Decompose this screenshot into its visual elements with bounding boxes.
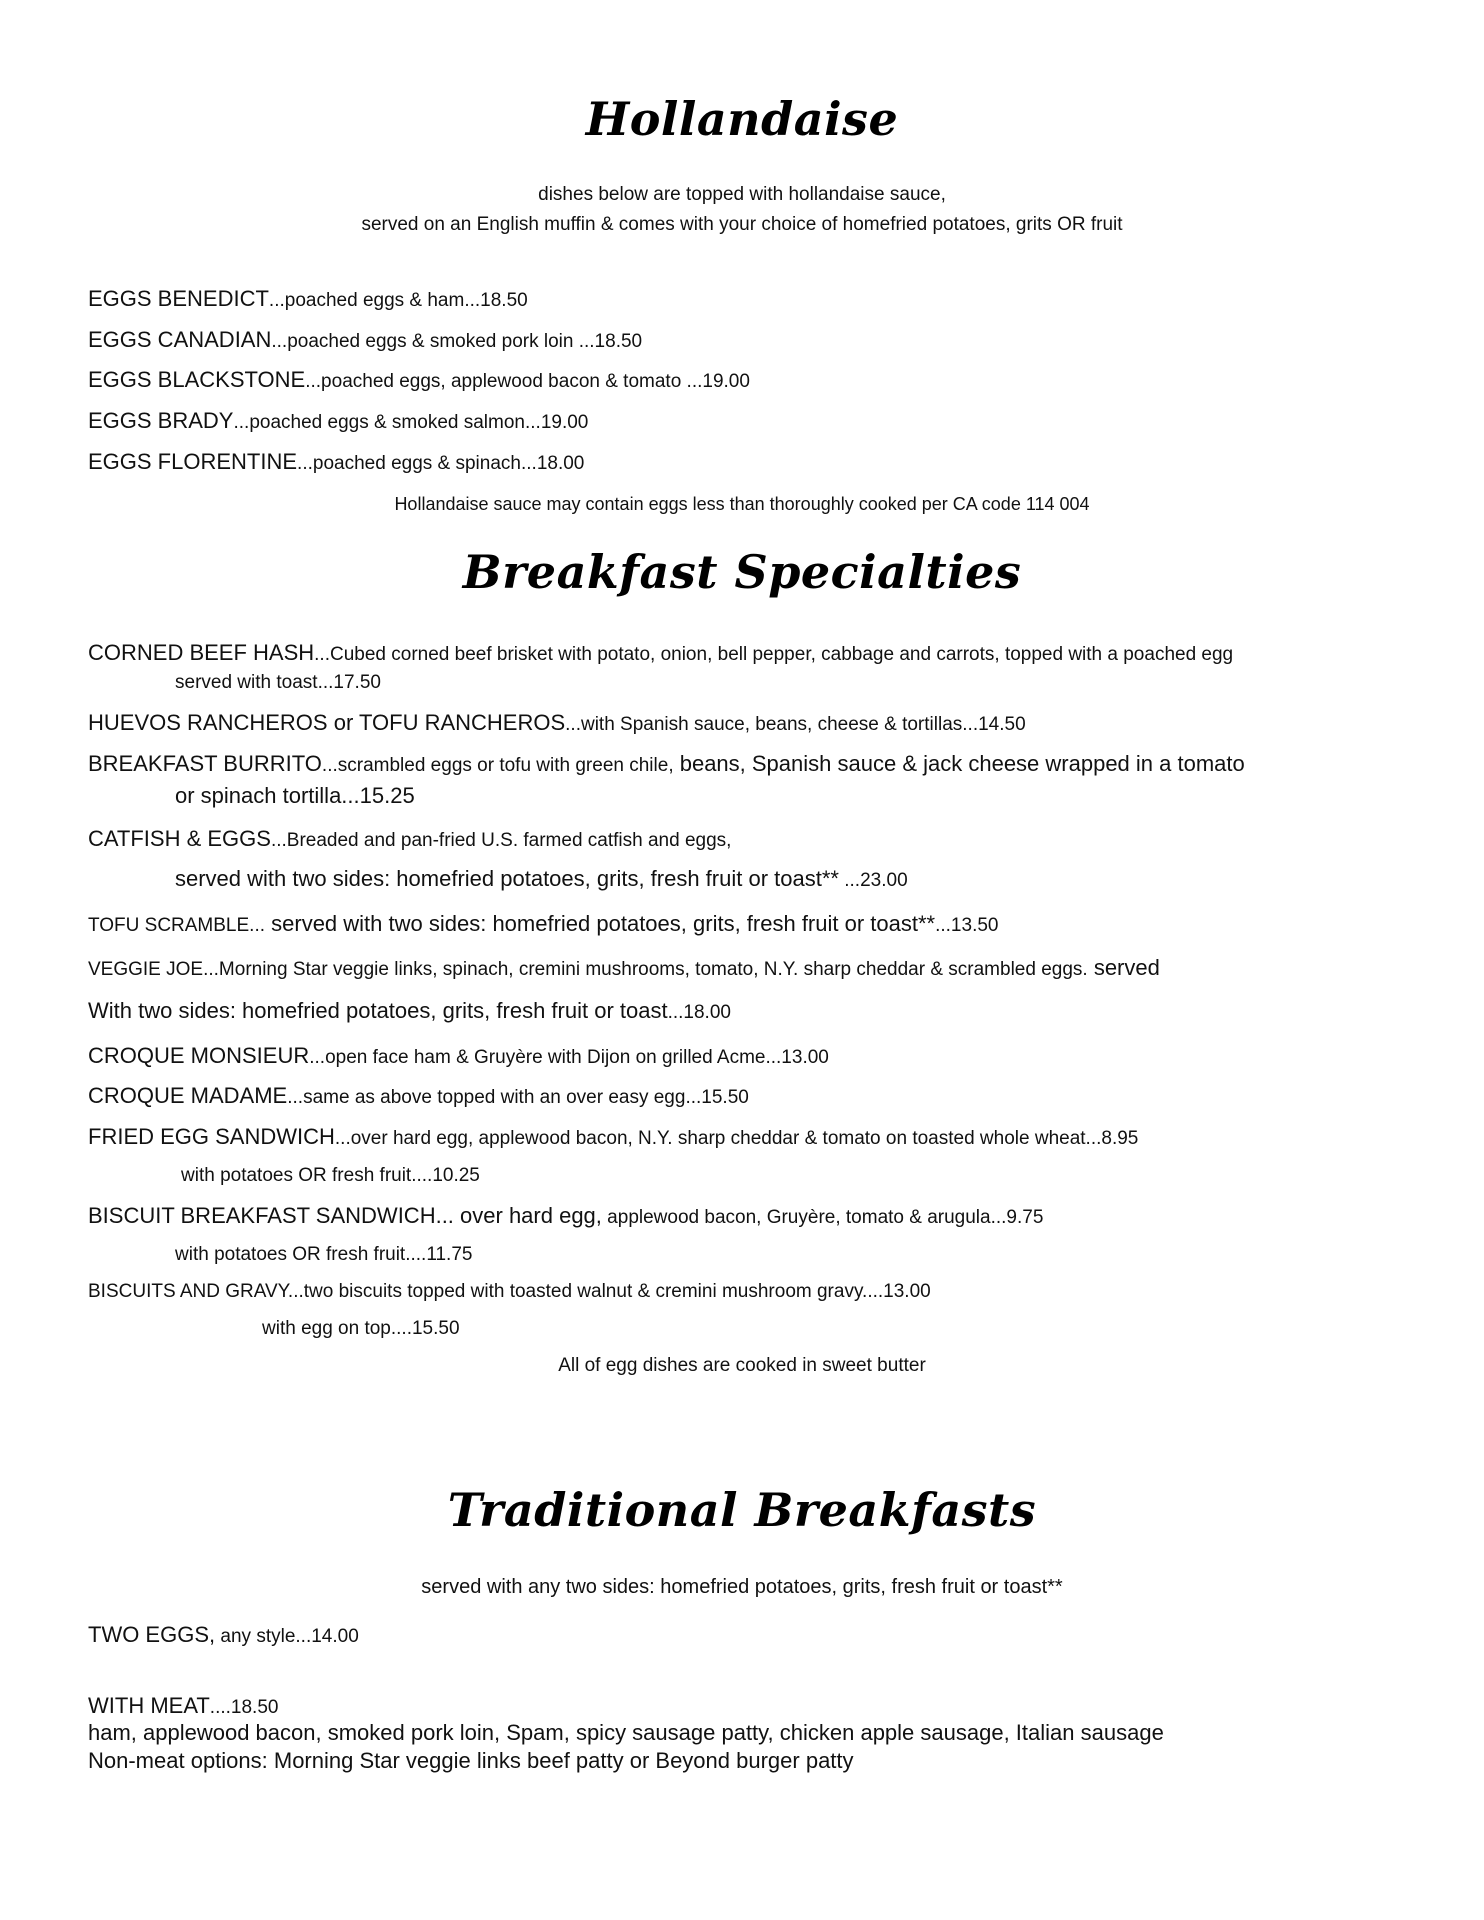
menu-item-huevos-rancheros (88, 710, 1026, 736)
item-name: CROQUE MADAME (88, 1083, 288, 1108)
item-name: CORNED BEEF HASH (88, 640, 315, 665)
item-name: WITH MEAT (88, 1693, 210, 1718)
hollandaise-title: Hollandaise (585, 92, 899, 146)
item-name: TOFU SCRAMBLE... (88, 915, 266, 936)
item-desc: applewood bacon, Gruyère, tomato & arugula...9.75 (601, 1207, 1044, 1228)
item-desc: ...over hard egg, applewood bacon, N.Y. sharp cheddar & tomato on toasted whole wheat...8.95 (334, 1128, 1139, 1149)
item-continuation: with potatoes OR fresh fruit....10.25 (181, 1165, 480, 1186)
item-name: BISCUITS AND GRAVY (88, 1281, 288, 1302)
item-desc: With two sides: homefried potatoes, grits, fresh fruit or toast (88, 998, 668, 1023)
item-continuation (88, 998, 731, 1024)
menu-item-corned-beef-hash (88, 640, 1233, 666)
hollandaise-note: Hollandaise sauce may contain eggs less than thoroughly cooked per CA code 114 004 (394, 494, 1090, 514)
non-meat-options: Non-meat options: Morning Star veggie links beef patty or Beyond burger patty (88, 1748, 854, 1773)
menu-item-croque-madame (88, 1083, 749, 1109)
menu-item-eggs-brady (88, 408, 588, 434)
item-name: EGGS BLACKSTONE (88, 367, 306, 392)
hollandaise-intro-1: dishes below are topped with hollandaise sauce, (538, 184, 946, 205)
menu-item-with-meat (88, 1693, 278, 1719)
item-name: EGGS BENEDICT (88, 286, 269, 311)
menu-item-eggs-benedict (88, 286, 528, 312)
menu-item-tofu-scramble (88, 911, 998, 937)
item-desc: any style...14.00 (215, 1626, 359, 1647)
item-name: EGGS CANADIAN (88, 327, 272, 352)
item-desc: ...with Spanish sauce, beans, cheese & tortillas...14.50 (565, 714, 1026, 735)
item-desc-cont: served (1087, 955, 1160, 980)
item-price: ....18.50 (209, 1697, 279, 1718)
item-desc: ...same as above topped with an over easy egg...15.50 (287, 1087, 749, 1108)
item-name: EGGS BRADY (88, 408, 234, 433)
item-desc: ...two biscuits topped with toasted walnut & cremini mushroom gravy....13.00 (287, 1281, 931, 1302)
menu-item-catfish-eggs (88, 826, 731, 852)
menu-item-fried-egg-sandwich (88, 1124, 1138, 1150)
item-continuation (175, 866, 908, 892)
item-desc-cont: beans, Spanish sauce & jack cheese wrapped in a tomato (673, 751, 1245, 776)
hollandaise-intro-2: served on an English muffin & comes with your choice of homefried potatoes, grits OR fruit (361, 214, 1123, 235)
specialties-note: All of egg dishes are cooked in sweet butter (558, 1355, 926, 1376)
meat-options: ham, applewood bacon, smoked pork loin, Spam, spicy sausage patty, chicken apple sausage, Italian sausage (88, 1720, 1164, 1745)
menu-item-veggie-joe (88, 955, 1160, 981)
item-price: ...18.00 (667, 1002, 731, 1023)
item-name: HUEVOS RANCHEROS or TOFU RANCHEROS (88, 710, 566, 735)
item-desc: served with two sides: homefried potatoes, grits, fresh fruit or toast** (265, 911, 936, 936)
traditional-title: Traditional Breakfasts (447, 1483, 1037, 1537)
item-desc: served with two sides: homefried potatoes, grits, fresh fruit or toast** (175, 866, 839, 891)
menu-item-biscuits-gravy (88, 1281, 931, 1303)
menu-item-breakfast-burrito (88, 751, 1245, 777)
item-continuation: with potatoes OR fresh fruit....11.75 (175, 1244, 473, 1265)
specialties-title: Breakfast Specialties (462, 545, 1022, 599)
menu-item-eggs-canadian (88, 327, 642, 353)
item-desc: VEGGIE JOE...Morning Star veggie links, spinach, cremini mushrooms, tomato, N.Y. sharp cheddar & scrambled eggs. (88, 959, 1088, 980)
menu-item-two-eggs (88, 1622, 359, 1648)
item-continuation: or spinach tortilla...15.25 (175, 783, 415, 808)
item-name: BREAKFAST BURRITO (88, 751, 322, 776)
item-desc: ...scrambled eggs or tofu with green chile, (321, 755, 674, 776)
menu-item-croque-monsieur (88, 1043, 829, 1069)
item-name: TWO EGGS, (88, 1622, 216, 1647)
menu-item-eggs-blackstone (88, 367, 750, 393)
item-name: CATFISH & EGGS (88, 826, 271, 851)
menu-item-biscuit-sandwich (88, 1203, 1043, 1229)
item-continuation: served with toast...17.50 (175, 672, 381, 693)
item-desc: ...Cubed corned beef brisket with potato, onion, bell pepper, cabbage and carrots, topped with a poached egg (314, 644, 1234, 665)
item-name: FRIED EGG SANDWICH (88, 1124, 335, 1149)
item-continuation: with egg on top....15.50 (262, 1318, 460, 1339)
menu-item-eggs-florentine (88, 449, 584, 475)
item-name: EGGS FLORENTINE (88, 449, 298, 474)
item-desc: ...poached eggs & smoked pork loin ...18.50 (271, 331, 643, 352)
item-desc: ...poached eggs & ham...18.50 (268, 290, 528, 311)
item-desc: ...poached eggs & smoked salmon...19.00 (233, 412, 589, 433)
item-desc: ...open face ham & Gruyère with Dijon on grilled Acme...13.00 (309, 1047, 829, 1068)
item-name: CROQUE MONSIEUR (88, 1043, 310, 1068)
item-price: ...23.00 (838, 870, 908, 891)
item-desc: ...poached eggs & spinach...18.00 (297, 453, 585, 474)
item-desc: ...Breaded and pan-fried U.S. farmed catfish and eggs, (270, 830, 732, 851)
item-name: BISCUIT BREAKFAST SANDWICH... over hard egg, (88, 1203, 602, 1228)
item-desc: ...poached eggs, applewood bacon & tomato ...19.00 (305, 371, 750, 392)
item-price: ...13.50 (935, 915, 999, 936)
traditional-intro: served with any two sides: homefried potatoes, grits, fresh fruit or toast** (421, 1576, 1063, 1598)
